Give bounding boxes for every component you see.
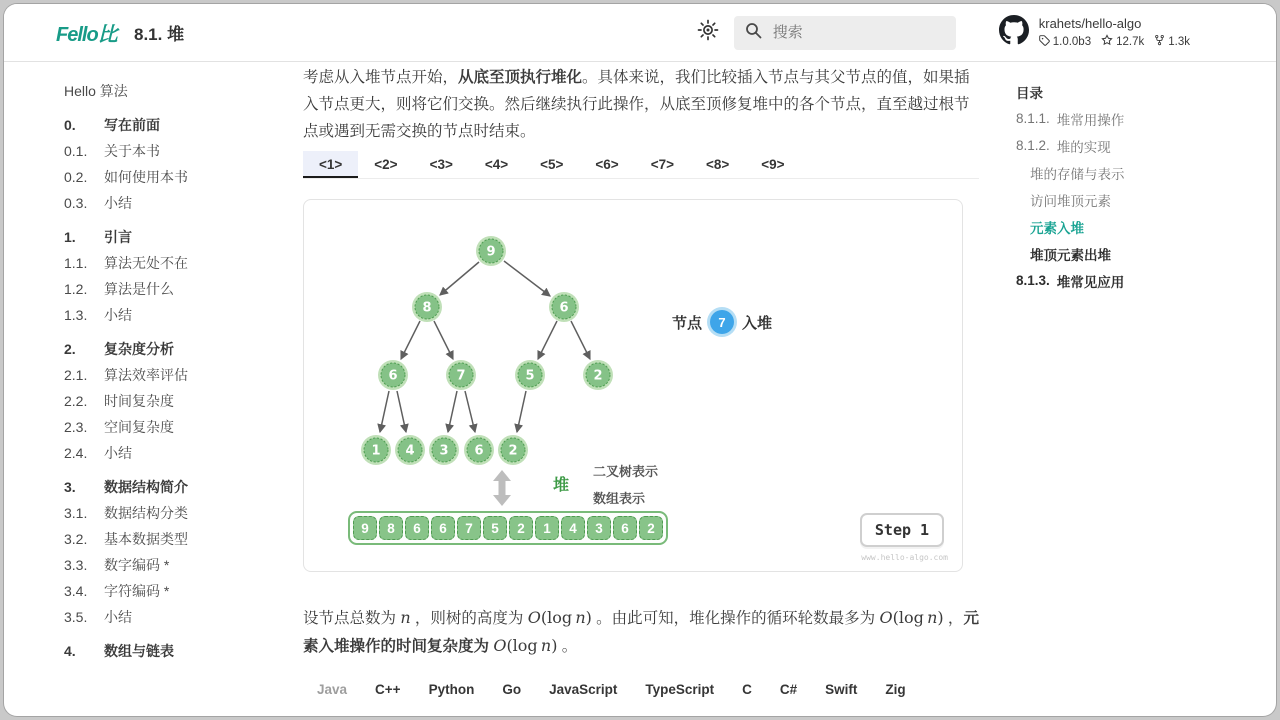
sidebar-item-label: Hello 算法	[64, 83, 128, 99]
step-tab[interactable]: <1>	[303, 151, 358, 178]
sidebar-item-number: 3.5.	[64, 609, 88, 625]
github-icon	[999, 15, 1029, 50]
sidebar-item[interactable]	[64, 414, 303, 440]
tree-node	[429, 435, 459, 465]
toc-item-label: 堆的存储与表示	[1030, 166, 1125, 182]
sun-icon	[697, 19, 719, 46]
svg-text:7: 7	[456, 368, 466, 384]
repo-stats	[1039, 34, 1190, 49]
svg-text:8: 8	[422, 300, 432, 316]
sidebar-item-label: 算法是什么	[104, 281, 174, 297]
up-down-arrow-icon	[490, 468, 514, 513]
star-icon	[1101, 34, 1113, 49]
array-cell: 2	[509, 516, 533, 540]
toc-item[interactable]	[1016, 132, 1276, 159]
sidebar-item[interactable]	[64, 362, 303, 388]
array-cell: 7	[457, 516, 481, 540]
sidebar-item[interactable]	[64, 388, 303, 414]
array-cell: 9	[353, 516, 377, 540]
array-cell: 4	[561, 516, 585, 540]
sidebar-item-label: 时间复杂度	[104, 393, 174, 409]
sidebar-item-label: 数组与链表	[104, 643, 174, 659]
sidebar-item-number: 0.2.	[64, 169, 88, 185]
legend-heap-label: 堆	[553, 477, 570, 494]
math-expression: O(log n)	[879, 608, 944, 627]
sidebar-item-number: 0.3.	[64, 195, 88, 211]
step-tab[interactable]: <4>	[484, 157, 509, 172]
array-cell: 6	[405, 516, 429, 540]
sidebar-item-label: 小结	[104, 307, 132, 323]
text-segment: ，	[943, 610, 964, 627]
text-segment: 。由此可知，堆化操作的循环轮数最多为	[591, 610, 880, 627]
tree-node	[378, 360, 408, 390]
toc-item-label: 堆顶元素出堆	[1030, 247, 1111, 263]
github-repo-link[interactable]	[999, 15, 1190, 50]
sidebar-item-label: 小结	[104, 445, 132, 461]
sidebar-item-number: 4.	[64, 643, 76, 659]
toc-item-number: 8.1.1.	[1016, 111, 1050, 126]
svg-text:2: 2	[593, 368, 603, 384]
repo-forks: 1.3k	[1154, 34, 1190, 49]
array-cell: 6	[613, 516, 637, 540]
sidebar-item-number: 2.2.	[64, 393, 88, 409]
sidebar-item[interactable]	[64, 138, 303, 164]
sidebar-item[interactable]	[64, 224, 303, 250]
array-cell: 5	[483, 516, 507, 540]
legend-tree-label: 二叉树表示	[593, 464, 659, 479]
search-box[interactable]	[734, 16, 956, 50]
sidebar-item-number: 1.1.	[64, 255, 88, 271]
sidebar-item-number: 3.	[64, 479, 76, 495]
heap-array	[348, 511, 668, 545]
watermark-url: www.hello-algo.com	[861, 553, 948, 562]
search-input[interactable]	[771, 23, 925, 42]
legend-array-label: 数组表示	[593, 491, 646, 506]
svg-text:1: 1	[371, 443, 381, 459]
step-tab-bar	[303, 151, 979, 179]
sidebar-item-label: 数据结构简介	[104, 479, 188, 495]
sidebar-item[interactable]	[64, 552, 303, 578]
sidebar-item-label: 关于本书	[104, 143, 160, 159]
sidebar-item-label: 复杂度分析	[104, 341, 174, 357]
repo-name: krahets/hello-algo	[1038, 16, 1142, 31]
toc-item-label: 堆常用操作	[1056, 112, 1125, 128]
svg-text:6: 6	[559, 300, 569, 316]
svg-text:2: 2	[508, 443, 518, 459]
language-tab[interactable]: C#	[779, 682, 798, 697]
svg-text:5: 5	[525, 368, 535, 384]
svg-text:9: 9	[486, 244, 496, 260]
step-tab[interactable]: <9>	[761, 157, 785, 172]
array-cell: 2	[639, 516, 663, 540]
language-tab[interactable]: JavaScript	[549, 682, 618, 697]
main-content	[303, 62, 979, 716]
toc-nav	[1016, 62, 1276, 716]
tree-node	[515, 360, 545, 390]
sidebar-item[interactable]	[64, 526, 303, 552]
sidebar-item[interactable]	[64, 164, 303, 190]
tree-node	[476, 236, 506, 266]
step-tab[interactable]: <7>	[650, 157, 674, 172]
sidebar-item[interactable]	[64, 638, 303, 664]
sidebar-item[interactable]	[64, 250, 303, 276]
svg-text:3: 3	[439, 443, 449, 459]
tree-node	[583, 360, 613, 390]
sidebar-item-label: 基本数据类型	[104, 531, 188, 547]
theme-toggle-button[interactable]	[694, 19, 722, 47]
heap-figure	[303, 199, 963, 572]
sidebar-item[interactable]	[64, 276, 303, 302]
step-tab[interactable]: <2>	[374, 157, 398, 172]
language-tab-bar	[303, 676, 979, 703]
language-tab[interactable]: Go	[502, 682, 522, 697]
tree-node	[361, 435, 391, 465]
array-cell: 1	[535, 516, 559, 540]
sidebar-item-label: 引言	[104, 229, 132, 245]
sidebar-item-label: 数据结构分类	[104, 505, 188, 521]
sidebar-item-number: 0.1.	[64, 143, 88, 159]
sidebar-nav	[4, 62, 303, 716]
insert-node-label: 节点 7 入堆	[672, 310, 772, 334]
page-body	[4, 62, 1276, 716]
step-tab[interactable]: <3>	[429, 157, 453, 172]
toc-item[interactable]	[1016, 267, 1276, 294]
toc-item-number: 8.1.2.	[1016, 138, 1050, 153]
svg-text:6: 6	[474, 443, 484, 459]
sidebar-item-number: 1.3.	[64, 307, 88, 323]
sidebar-item-number: 2.3.	[64, 419, 88, 435]
sidebar-item-label: 字符编码 *	[104, 583, 170, 599]
sidebar-item[interactable]	[64, 112, 303, 138]
sidebar-item-number: 2.1.	[64, 367, 88, 383]
sidebar-item[interactable]	[64, 336, 303, 362]
text-segment: 。	[557, 638, 578, 655]
sidebar-item[interactable]	[64, 604, 303, 630]
math-expression: O(log n)	[493, 636, 558, 655]
text-segment: 考虑从入堆节点开始，	[303, 69, 459, 86]
sidebar-item-number: 3.4.	[64, 583, 88, 599]
repo-meta	[1039, 16, 1190, 49]
toc-item[interactable]	[1016, 159, 1276, 186]
tree-node	[395, 435, 425, 465]
toc-item-label: 堆的实现	[1056, 139, 1111, 155]
sidebar-item[interactable]	[64, 474, 303, 500]
language-tab[interactable]: Swift	[825, 682, 858, 697]
fork-icon	[1154, 34, 1165, 49]
array-cell: 6	[431, 516, 455, 540]
sidebar-item-label: 小结	[104, 609, 132, 625]
svg-text:6: 6	[388, 368, 398, 384]
toc-item-number: 8.1.3.	[1016, 273, 1050, 288]
sidebar-item-number: 2.4.	[64, 445, 88, 461]
language-tab[interactable]: Java	[317, 682, 348, 697]
sidebar-item[interactable]	[64, 302, 303, 328]
language-tab[interactable]: Zig	[885, 682, 906, 697]
text-segment: ，则树的高度为	[410, 610, 528, 627]
toc-item-label: 访问堆顶元素	[1030, 193, 1111, 209]
toc-item[interactable]	[1016, 213, 1276, 240]
sidebar-item-label: 算法无处不在	[104, 255, 188, 271]
browser-window	[4, 4, 1276, 716]
svg-text:4: 4	[405, 443, 415, 459]
language-tab[interactable]: C	[742, 682, 752, 697]
hello-algo-logo[interactable]: Fello比	[56, 24, 117, 46]
sidebar-item[interactable]	[64, 78, 303, 104]
text-segment: 。具体来说，我们比较插入节点与其父节点的值，如果插入节点更大，则将它们交换。然后继续执行此操作，从底至顶修复堆中的各个节点，直至越过根节点或遇到无需交换的节点时结束。	[303, 69, 970, 140]
tree-node	[412, 292, 442, 322]
sidebar-item-number: 0.	[64, 117, 76, 133]
sidebar-item-number: 3.3.	[64, 557, 88, 573]
tag-icon	[1039, 35, 1050, 49]
language-tab[interactable]: C++	[375, 682, 401, 697]
text-segment: 设节点总数为	[303, 610, 401, 627]
sidebar-item-number: 1.	[64, 229, 76, 245]
toc-item[interactable]	[1016, 240, 1276, 267]
math-expression: n	[400, 608, 411, 627]
step-tab[interactable]: <5>	[540, 157, 564, 172]
sidebar-item-label: 如何使用本书	[104, 169, 188, 185]
toc-item-label: 堆常见应用	[1056, 274, 1125, 290]
toc-item[interactable]	[1016, 186, 1276, 213]
sidebar-item-label: 空间复杂度	[104, 419, 174, 435]
toc-list	[1016, 105, 1276, 294]
repo-stars: 12.7k	[1101, 34, 1144, 49]
text-segment: 元素入堆操作的时间复杂度为	[303, 610, 979, 655]
step-button[interactable]: Step 1	[860, 513, 944, 547]
paragraph-complexity	[303, 604, 979, 660]
sidebar-item-number: 3.1.	[64, 505, 88, 521]
sidebar-item[interactable]	[64, 440, 303, 466]
page-title: 8.1. 堆	[134, 25, 185, 44]
tree-node	[446, 360, 476, 390]
language-tab[interactable]: Python	[428, 682, 475, 697]
header-right	[694, 15, 1276, 50]
language-tab[interactable]: TypeScript	[645, 682, 715, 697]
search-icon	[745, 22, 762, 44]
math-expression: O(log n)	[527, 608, 592, 627]
insert-node-badge: 7	[710, 310, 734, 334]
sidebar-item-label: 算法效率评估	[104, 367, 188, 383]
toc-item-label: 元素入堆	[1030, 220, 1084, 236]
array-cell: 3	[587, 516, 611, 540]
sidebar-item-number: 1.2.	[64, 281, 88, 297]
tree-node	[498, 435, 528, 465]
sidebar-item-label: 写在前面	[104, 117, 160, 133]
sidebar-item[interactable]	[64, 190, 303, 216]
tree-edges	[380, 261, 590, 432]
repo-version: 1.0.0b3	[1039, 35, 1091, 49]
sidebar-item-label: 小结	[104, 195, 132, 211]
sidebar-item-number: 2.	[64, 341, 76, 357]
array-cell: 8	[379, 516, 403, 540]
step-tab[interactable]: <8>	[705, 157, 730, 172]
sidebar-item[interactable]	[64, 500, 303, 526]
sidebar-item-number: 3.2.	[64, 531, 88, 547]
text-segment: 从底至顶执行堆化	[458, 69, 583, 86]
sidebar-item[interactable]	[64, 578, 303, 604]
toc-title: 目录	[1016, 85, 1043, 101]
tree-node	[464, 435, 494, 465]
top-header	[4, 4, 1276, 62]
step-tab[interactable]: <6>	[595, 157, 619, 172]
sidebar-item-label: 数字编码 *	[104, 557, 170, 573]
tree-node	[549, 292, 579, 322]
toc-item[interactable]	[1016, 105, 1276, 132]
paragraph-heapify-intro	[303, 64, 979, 145]
